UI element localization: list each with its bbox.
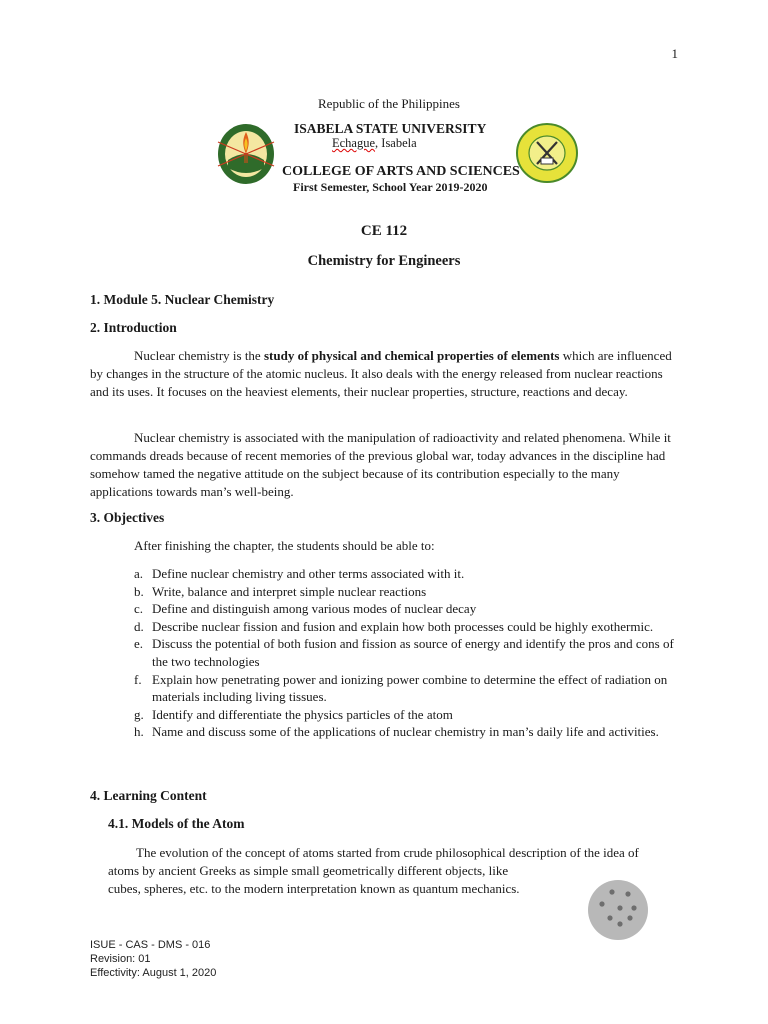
university-seal-logo [208,120,286,188]
objective-marker: g. [134,706,144,722]
objective-marker: b. [134,583,144,599]
learning-content-heading: 4. Learning Content [90,788,207,803]
objectives-heading: 3. Objectives [90,510,165,525]
objective-text: Write, balance and interpret simple nuclear reactions [152,583,427,599]
intro-p1-pre: Nuclear chemistry is the [134,348,264,363]
intro-p1-bold: study of physical and chemical properties of elements [263,348,560,363]
header-college: COLLEGE OF ARTS AND SCIENCES [282,164,520,179]
objective-marker: f. [134,671,142,687]
header-town [332,136,417,151]
objective-text: Explain how penetrating power and ionizing power combine to determine the effect of radiation on materials including living tissues. [152,671,668,705]
intro-p1-post: which are influenced by changes in the structure of the atomic nucleus. It also deals with the energy released from nuclear reactions and its uses. It focuses on the heaviest elements, their nuclear properties, structure, reactions and decay. [90,348,672,399]
objective-text: Identify and differentiate the physics particles of the atom [152,706,453,722]
objectives-intro: After finishing the chapter, the students should be able to: [134,538,435,553]
objective-item [134,600,674,618]
intro-paragraph-2 [90,429,675,501]
objective-text: Define nuclear chemistry and other terms associated with it. [152,566,465,581]
objective-text: Describe nuclear fission and fusion and explain how both processes could be highly exothermic. [152,618,654,634]
document-footer [90,938,216,980]
college-seal-logo [513,122,581,184]
objective-item [134,671,674,706]
objective-marker: e. [134,636,144,652]
course-code: CE 112 [360,223,408,239]
header-semester: First Semester, School Year 2019-2020 [293,180,488,194]
objective-item [134,706,674,724]
module-heading: 1. Module 5. Nuclear Chemistry [90,292,275,307]
objective-item [134,723,674,741]
plum-pudding-atom-illustration [586,878,650,942]
intro-paragraph-1 [90,347,675,401]
page-number: 1 [671,46,678,61]
objective-marker: a. [134,566,144,581]
objective-text: Discuss the potential of both fusion and fission as source of energy and identify the pros and cons of the two technologies [152,636,674,669]
models-line-1: The evolution of the concept of atoms started from crude philosophical description of the idea of [136,845,639,860]
footer-doc-code: ISUE - CAS - DMS - 016 [90,939,211,951]
objective-item [134,618,674,636]
objective-item [134,583,674,601]
header-republic: Republic of the Philippines [318,96,460,111]
footer-effectivity: Effectivity: August 1, 2020 [90,967,217,979]
objective-text: Name and discuss some of the applications of nuclear chemistry in man’s daily life and activities. [152,724,659,740]
town-name: Echague [332,136,376,150]
town-rest: , Isabela [375,136,417,150]
introduction-heading: 2. Introduction [90,320,177,335]
objectives-list [134,565,674,741]
objective-marker: d. [134,618,144,634]
objective-item [134,565,674,583]
objective-text: Define and distinguish among various modes of nuclear decay [152,601,477,617]
models-line-3: cubes, spheres, etc. to the modern interpretation known as quantum mechanics. [108,881,520,896]
intro-p2-text: Nuclear chemistry is associated with the manipulation of radioactivity and related phenomena. While it commands dreads because of recent memories of the previous global war, today advances in the discipline had somehow tamed the negative attitude on the subject because of its contribution especially to the many applications towards man’s well-being. [90,430,671,499]
models-heading: 4.1. Models of the Atom [108,816,245,831]
course-title: Chemistry for Engineers [307,253,461,269]
objective-marker: c. [134,601,144,617]
objective-item [134,635,674,670]
models-line-2: atoms by ancient Greeks as simple small geometrically different objects, like [108,863,509,878]
objective-marker: h. [134,724,144,740]
footer-revision: Revision: 01 [90,953,151,965]
header-university: ISABELA STATE UNIVERSITY [294,121,487,136]
